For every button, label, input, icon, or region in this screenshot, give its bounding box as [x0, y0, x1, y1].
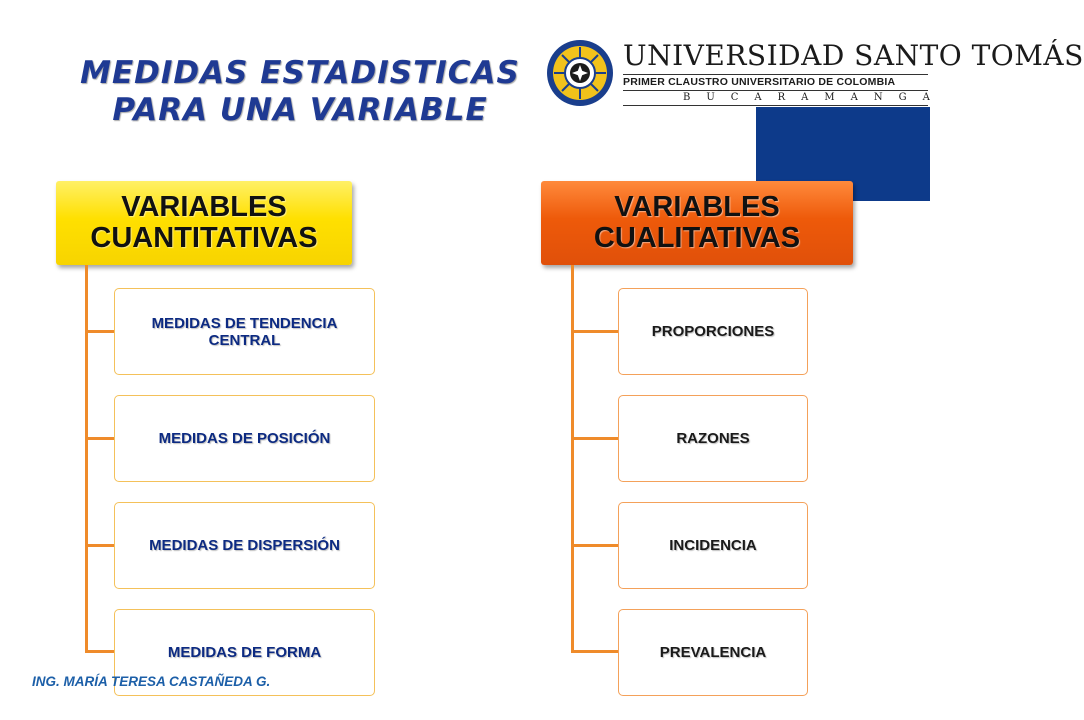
slide-title — [60, 55, 540, 129]
box-posicion: MEDIDAS DE POSICIÓN — [114, 395, 375, 482]
university-subtitle: PRIMER CLAUSTRO UNIVERSITARIO DE COLOMBIA — [623, 74, 928, 88]
university-seal-icon — [545, 38, 615, 108]
box-prevalencia: PREVALENCIA — [618, 609, 808, 696]
university-wordmark — [623, 39, 1084, 106]
box-razones: RAZONES — [618, 395, 808, 482]
right-tick — [571, 544, 619, 547]
box-tendencia-central: MEDIDAS DE TENDENCIA CENTRAL — [114, 288, 375, 375]
left-tick — [85, 544, 115, 547]
right-tick — [571, 437, 619, 440]
right-tick — [571, 330, 619, 333]
university-logo — [545, 38, 1084, 108]
left-tick — [85, 437, 115, 440]
university-city: BUCARAMANGA — [623, 90, 928, 106]
box-dispersion: MEDIDAS DE DISPERSIÓN — [114, 502, 375, 589]
right-connector — [571, 265, 574, 652]
right-tick — [571, 650, 619, 653]
author-footer: ING. MARÍA TERESA CASTAÑEDA G. — [32, 674, 271, 689]
box-incidencia: INCIDENCIA — [618, 502, 808, 589]
header-cuantitativas: VARIABLES CUANTITATIVAS — [56, 181, 352, 265]
left-connector — [85, 265, 88, 652]
left-tick — [85, 650, 115, 653]
title-line-1: MEDIDAS ESTADISTICAS — [80, 55, 520, 91]
university-name: UNIVERSIDAD SANTO TOMÁS — [623, 39, 1084, 72]
left-tick — [85, 330, 115, 333]
box-proporciones: PROPORCIONES — [618, 288, 808, 375]
title-line-2: PARA UNA VARIABLE — [112, 92, 488, 128]
box-forma: MEDIDAS DE FORMA — [114, 609, 375, 696]
header-cualitativas: VARIABLES CUALITATIVAS — [541, 181, 853, 265]
